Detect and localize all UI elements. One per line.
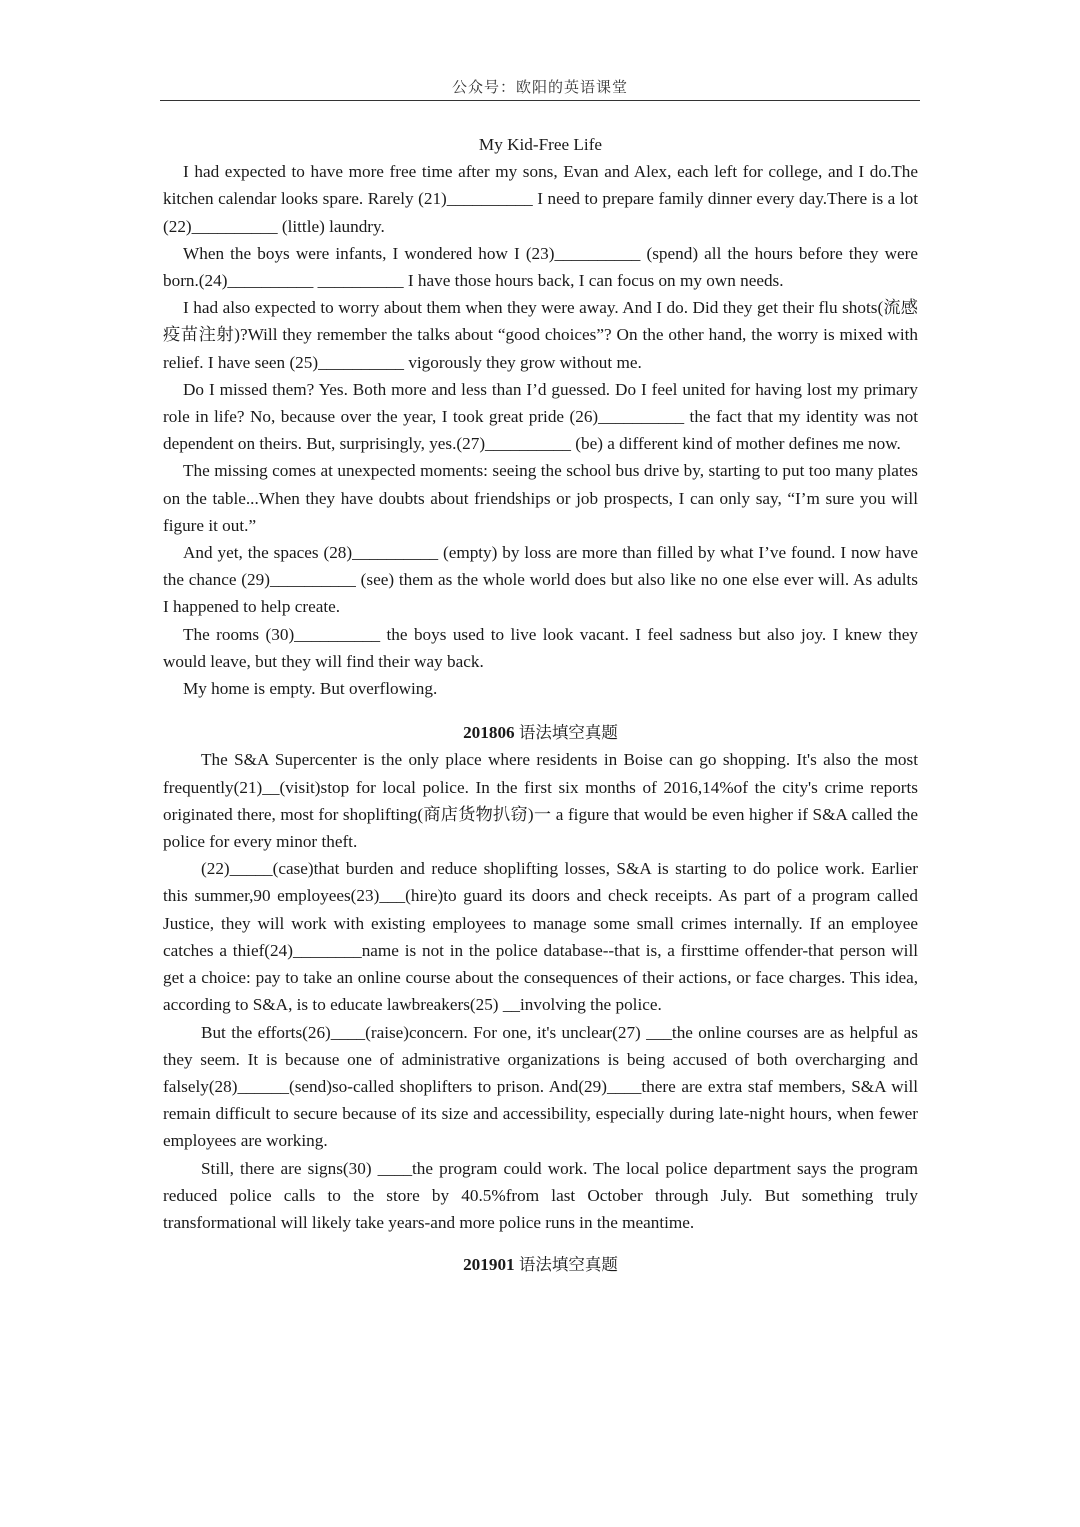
passage-paragraph: The rooms (30)__________ the boys used to live look vacant. I feel sadness but also joy. I knew they would leave, but they will find their way back. bbox=[163, 624, 918, 671]
section-paragraph: (22)_____(case)that burden and reduce shoplifting losses, S&A is starting to do police work. Earlier this summer,90 employees(23)___(hire)to guard its doors and check receipts. As part of a program called Justice, they will work with existing employees to manage some small crimes internally. If an employee catches a thief(24)________name is not in the police database--that is, a firsttime offender-that person will get a choice: pay to take an online course about the consequences of their actions, or face charges. This idea, according to S&A, is to educate lawbreakers(25) __involving the police. bbox=[163, 859, 918, 1015]
section-title bbox=[163, 719, 918, 746]
page-header: 公众号：欧阳的英语课堂 bbox=[451, 78, 628, 96]
section-paragraph: The S&A Supercenter is the only place where residents in Boise can go shopping. It's also the most frequently(21)__(visit)stop for local police. In the first six months of 2016,14%of the city's crime reports originated there, most for shoplifting(商店货物扒窃)一 a figure that would be even higher if S&A called the police for every minor theft. bbox=[163, 750, 918, 852]
passage-paragraph: I had expected to have more free time after my sons, Evan and Alex, each left for college, and I do.The kitchen calendar looks spare. Rarely (21)__________ I need to prepare family dinner every day.There is a lot (22)__________ (little) laundry. bbox=[163, 162, 918, 236]
passage-paragraph: I had also expected to worry about them when they were away. And I do. Did they get their flu shots(流感疫苗注射)?Will they remember the talks about “good choices”? On the other hand, the worry is mixed with relief. I have seen (25)__________ vigorously they grow without me. bbox=[163, 298, 918, 372]
passage-paragraph: The missing comes at unexpected moments: seeing the school bus drive by, starting to put too many plates on the table...When they have doubts about friendships or job prospects, I can only say, “I’m sure you will figure it out.” bbox=[163, 461, 918, 535]
passage-title: My Kid-Free Life bbox=[478, 135, 603, 154]
section-paragraph: But the efforts(26)____(raise)concern. For one, it's unclear(27) ___the online courses are as helpful as they seem. It is because one of administrative organizations is being accused of both overcharging and falsely(28)______(send)so-called shoplifters to prison. And(29)____there are extra staf members, S&A will remain difficult to secure because of its size and accessibility, especially during late-night hours, when fewer employees are working. bbox=[163, 1022, 918, 1151]
passage-paragraph: And yet, the spaces (28)__________ (empty) by loss are more than filled by what I’ve found. I now have the chance (29)__________ (see) them as the whole world does but also like no one else ever will. As adults I happened to help create. bbox=[163, 543, 918, 617]
passage-paragraph: My home is empty. But overflowing. bbox=[183, 679, 438, 699]
document-body bbox=[163, 131, 918, 1278]
section-year: 201806 bbox=[463, 723, 515, 743]
passage-paragraph: When the boys were infants, I wondered how I (23)__________ (spend) all the hours before they were born.(24)__________ __________ I have those hours back, I can focus on my own needs. bbox=[163, 243, 918, 291]
section-paragraph: Still, there are signs(30) ____the program could work. The local police department says the program reduced police calls to the store by 40.5%from last October through July. But something truly transformational will likely take years-and more police runs in the meantime. bbox=[163, 1158, 918, 1232]
section-label: 语法填空真题 bbox=[518, 1255, 618, 1275]
section-year: 201901 bbox=[463, 1255, 515, 1275]
passage-paragraph: Do I missed them? Yes. Both more and less than I’d guessed. Do I feel united for having lost my primary role in life? No, because over the year, I took great pride (26)__________ the fact that my identity was not dependent on theirs. But, surprisingly, yes.(27)__________ (be) a different kind of mother defines me now. bbox=[163, 379, 918, 454]
header-divider bbox=[160, 100, 920, 101]
section-label: 语法填空真题 bbox=[518, 723, 618, 743]
section-title bbox=[163, 1251, 918, 1278]
